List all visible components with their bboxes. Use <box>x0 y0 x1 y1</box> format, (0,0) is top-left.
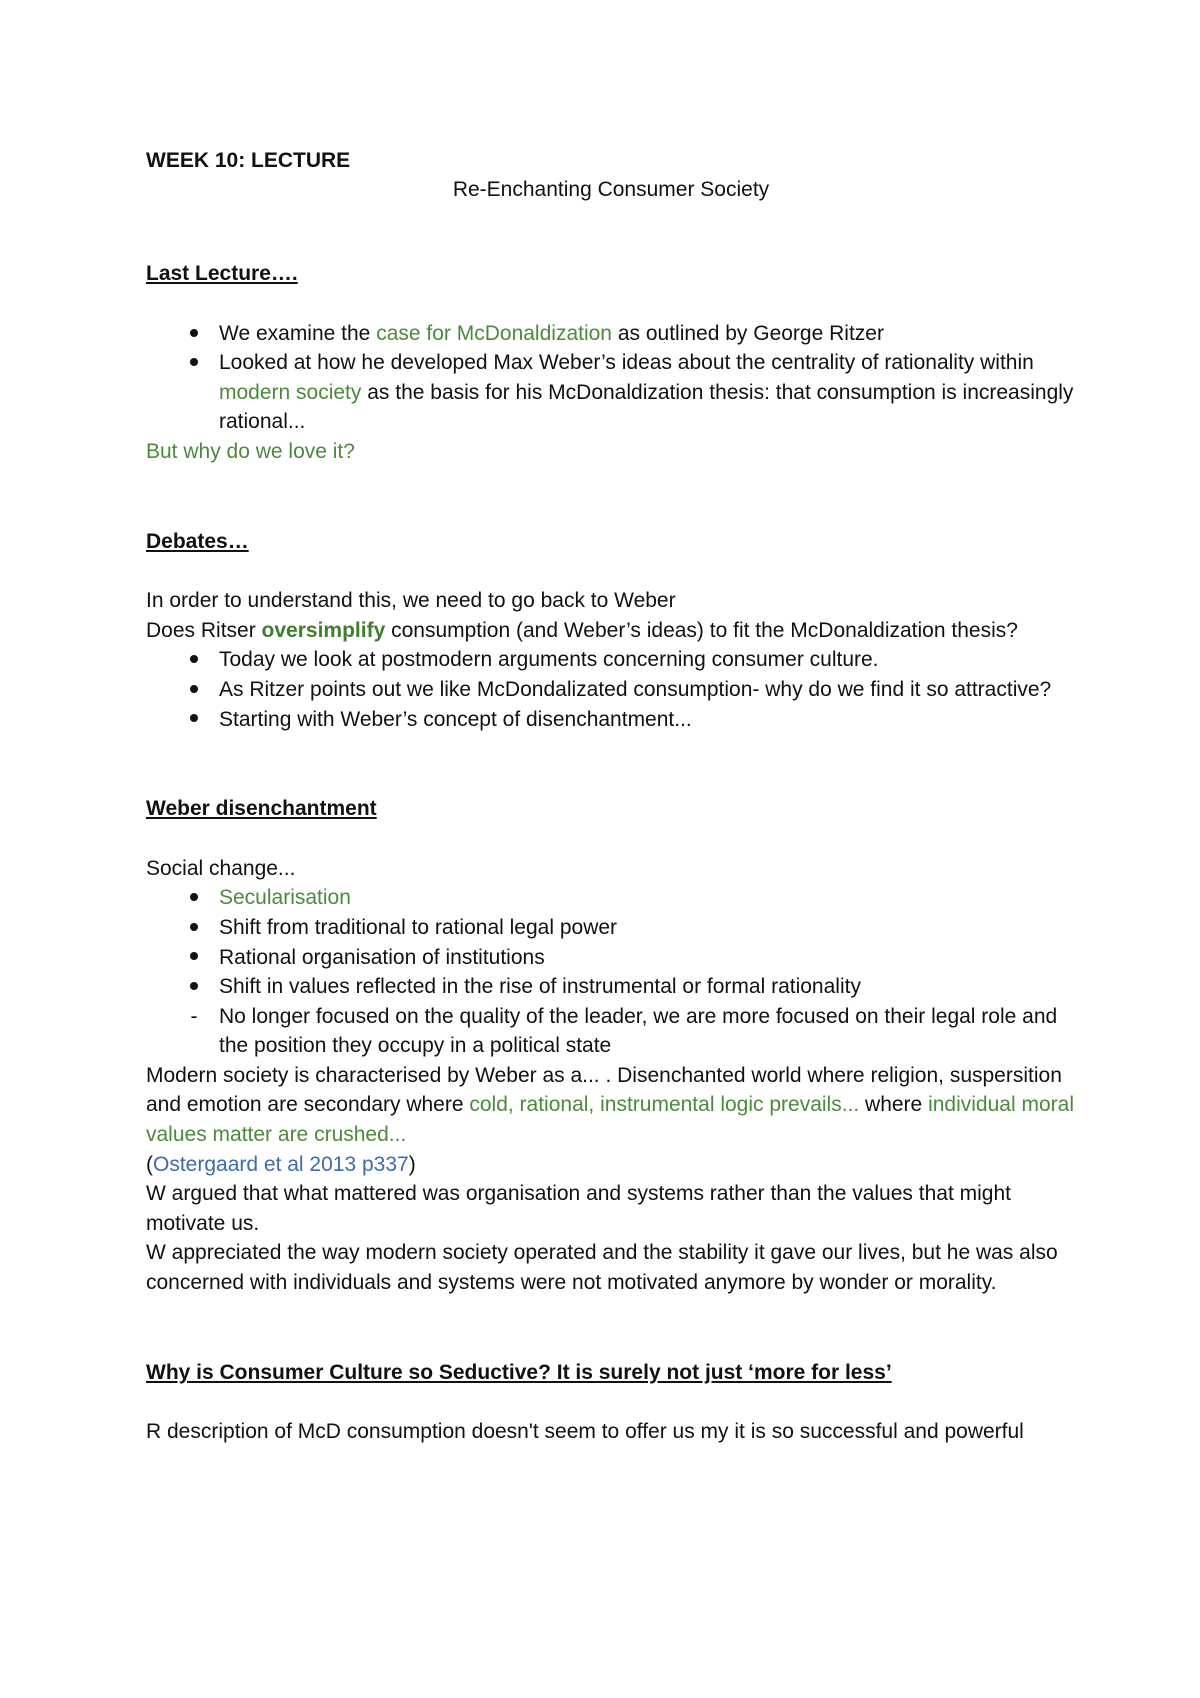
document-page <box>146 146 1076 1447</box>
list-item: Shift in values reflected in the rise of instrumental or formal rationality <box>146 972 1076 1002</box>
heading-debates: Debates… <box>146 529 249 553</box>
bullet-icon <box>184 675 204 705</box>
heading-last-lecture: Last Lecture…. <box>146 262 298 285</box>
page-subtitle: Re-Enchanting Consumer Society <box>452 178 770 201</box>
heading-seductive: Why is Consumer Culture so Seductive? It is surely not just ‘more for less’ <box>146 1360 892 1384</box>
paragraph: W argued that what mattered was organisation and systems rather than the values that might motivate us. <box>146 1182 1011 1235</box>
bullet-icon <box>184 645 204 675</box>
highlighted-term: case for McDonaldization <box>376 321 612 345</box>
bullet-icon <box>184 319 204 349</box>
bullet-icon <box>184 913 204 943</box>
highlighted-term: cold, rational, instrumental logic prevails... <box>469 1093 860 1117</box>
closing-question: But why do we love it? <box>146 439 355 463</box>
citation-link[interactable]: Ostergaard et al 2013 p337 <box>153 1152 409 1176</box>
paragraph: R description of McD consumption doesn't seem to offer us my it is so successful and powerful <box>146 1420 1024 1444</box>
list-item: - No longer focused on the quality of the leader, we are more focused on their legal role and the position they occupy in a political state <box>146 1002 1076 1061</box>
paragraph: W appreciated the way modern society operated and the stability it gave our lives, but he was also concerned with individuals and systems were not motivated anymore by wonder or morality. <box>146 1241 1058 1295</box>
highlighted-term: oversimplify <box>261 618 386 642</box>
list-item: Looked at how he developed Max Weber’s ideas about the centrality of rationality within modern society as the basis for his McDonaldization thesis: that consumption is increasingly rational... <box>146 348 1076 437</box>
highlighted-term: modern society <box>219 380 362 404</box>
bullet-icon <box>184 972 204 1002</box>
list-item: Today we look at postmodern arguments concerning consumer culture. <box>146 645 1076 675</box>
page-title: WEEK 10: LECTURE <box>146 149 351 172</box>
paragraph: In order to understand this, we need to go back to Weber <box>146 589 676 613</box>
paragraph: Does Ritser oversimplify consumption (and Weber’s ideas) to fit the McDonaldization thesis? <box>146 618 1018 642</box>
paragraph: Modern society is characterised by Weber as a... . Disenchanted world where religion, suspersition and emotion are secondary where cold, rational, instrumental logic prevails... where individual moral values matter are crushed... <box>146 1063 1074 1147</box>
last-lecture-list <box>146 319 1076 437</box>
list-item: Shift from traditional to rational legal power <box>146 913 1076 943</box>
debates-list <box>146 645 1076 734</box>
bullet-icon <box>184 883 204 913</box>
bullet-icon <box>184 705 204 735</box>
list-item <box>146 883 1076 913</box>
highlighted-term: individual moral values matter are crushed... <box>146 1093 1074 1147</box>
bullet-icon <box>184 943 204 973</box>
dash-icon: - <box>190 1004 198 1028</box>
list-item: We examine the case for McDonaldization as outlined by George Ritzer <box>146 319 1076 349</box>
list-item: As Ritzer points out we like McDondalizated consumption- why do we find it so attractive? <box>146 675 1076 705</box>
heading-weber-disenchantment: Weber disenchantment <box>146 797 377 821</box>
citation: (Ostergaard et al 2013 p337) <box>146 1152 416 1176</box>
bullet-icon <box>184 348 204 378</box>
list-item: Starting with Weber’s concept of disenchantment... <box>146 705 1076 735</box>
highlighted-term: Secularisation <box>219 886 351 910</box>
paragraph: Social change... <box>146 856 296 880</box>
weber-list <box>146 883 1076 1061</box>
list-item: Rational organisation of institutions <box>146 943 1076 973</box>
